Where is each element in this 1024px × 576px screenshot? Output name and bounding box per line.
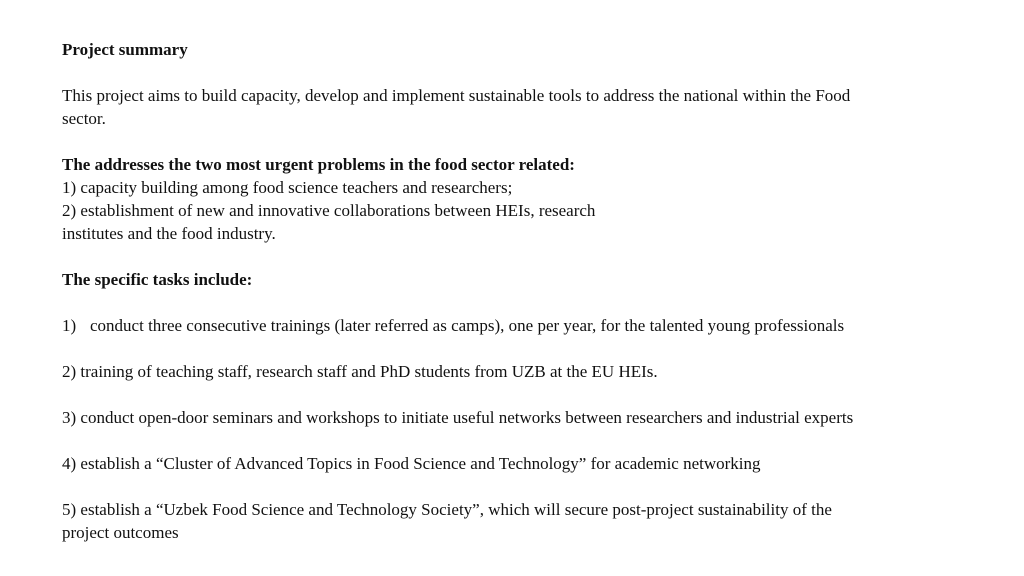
- spacer: [62, 130, 982, 153]
- problem-item-2-line-1: 2) establishment of new and innovative collaborations between HEIs, research: [62, 201, 596, 220]
- summary-heading: Project summary: [62, 40, 188, 59]
- task-item-1: [62, 314, 982, 337]
- spacer: [62, 61, 982, 84]
- task-item-3: 3) conduct open-door seminars and workshops to initiate useful networks between researchers and industrial experts: [62, 408, 854, 427]
- summary-intro-line-2: sector.: [62, 109, 106, 128]
- problem-item-2-line-2: institutes and the food industry.: [62, 224, 276, 243]
- project-summary-slide: [62, 38, 982, 544]
- problem-item-1: 1) capacity building among food science teachers and researchers;: [62, 178, 513, 197]
- task-item-4: 4) establish a “Cluster of Advanced Topics in Food Science and Technology” for academic networking: [62, 454, 761, 473]
- spacer: [62, 337, 982, 360]
- spacer: [62, 245, 982, 268]
- task-item-5-line-1: 5) establish a “Uzbek Food Science and Technology Society”, which will secure post-project sustainability of the: [62, 500, 832, 519]
- task-item-5-line-2: project outcomes: [62, 523, 179, 542]
- task-item-1-number: 1): [62, 316, 77, 335]
- spacer: [62, 429, 982, 452]
- summary-intro-line-1: This project aims to build capacity, develop and implement sustainable tools to address the national within the Food: [62, 86, 851, 105]
- spacer: [62, 291, 982, 314]
- spacer: [62, 383, 982, 406]
- spacer: [62, 475, 982, 498]
- task-item-1-text: conduct three consecutive trainings (later referred as camps), one per year, for the talented young professionals: [90, 316, 845, 335]
- task-item-2: 2) training of teaching staff, research staff and PhD students from UZB at the EU HEIs.: [62, 362, 658, 381]
- problems-heading: The addresses the two most urgent problems in the food sector related:: [62, 155, 575, 174]
- tasks-heading: The specific tasks include:: [62, 270, 253, 289]
